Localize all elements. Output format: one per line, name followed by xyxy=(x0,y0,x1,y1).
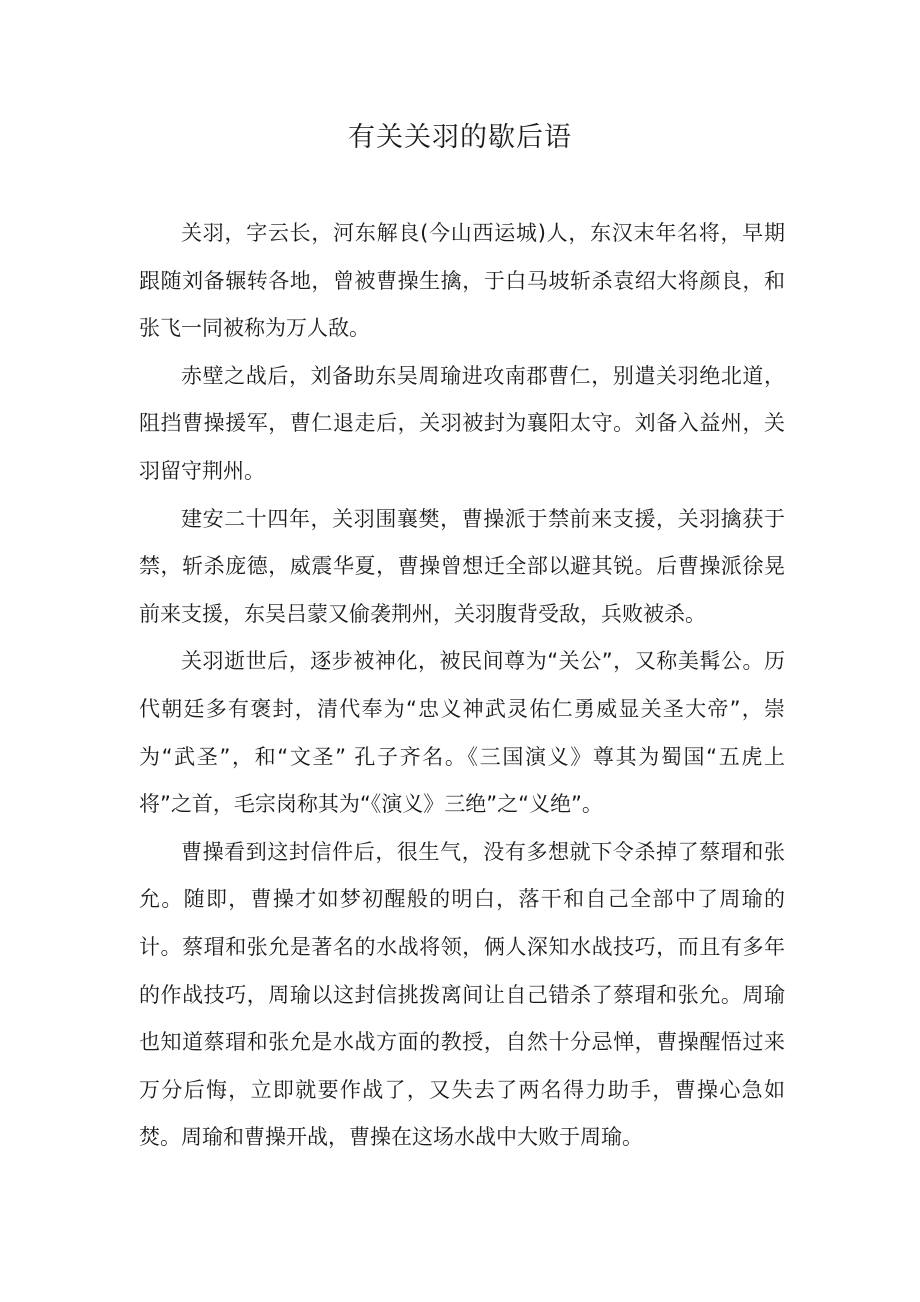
document-title: 有关关羽的歇后语 xyxy=(348,122,572,153)
paragraph-1: 关羽，字云长，河东解良(今山西运城)人，东汉末年名将，早期跟随刘备辗转各地，曾被曹操生擒，于白马坡斩杀袁绍大将颜良，和张飞一同被称为万人敌。 xyxy=(139,221,785,341)
document-body xyxy=(139,210,785,1162)
paragraph-5: 曹操看到这封信件后，很生气，没有多想就下令杀掉了蔡瑁和张允。随即，曹操才如梦初醒般的明白，落干和自己全部中了周瑜的计。蔡瑁和张允是著名的水战将领，俩人深知水战技巧，而且有多年的作战技巧，周瑜以这封信挑拨离间让自己错杀了蔡瑁和张允。周瑜也知道蔡瑁和张允是水战方面的教授，自然十分忌惮，曹操醒悟过来万分后悔，立即就要作战了，又失去了两名得力助手，曹操心急如焚。周瑜和曹操开战，曹操在这场水战中大败于周瑜。 xyxy=(139,839,785,1150)
paragraph-3: 建安二十四年，关羽围襄樊，曹操派于禁前来支援，关羽擒获于禁，斩杀庞德，威震华夏，曹操曾想迁全部以避其锐。后曹操派徐晃前来支援，东吴吕蒙又偷袭荆州，关羽腹背受敌，兵败被杀。 xyxy=(139,506,785,626)
paragraph-4: 关羽逝世后，逐步被神化，被民间尊为“关公”，又称美髯公。历代朝廷多有褒封，清代奉为“忠义神武灵佑仁勇威显关圣大帝”，崇为“武圣”，和“文圣” 孔子齐名。《三国演义》尊其为蜀国“五虎上将”之首，毛宗岗称其为“《演义》三绝”之“义绝”。 xyxy=(139,649,785,817)
paragraph-2: 赤壁之战后，刘备助东吴周瑜进攻南郡曹仁，别遣关羽绝北道，阻挡曹操援军，曹仁退走后，关羽被封为襄阳太守。刘备入益州，关羽留守荆州。 xyxy=(139,363,785,483)
